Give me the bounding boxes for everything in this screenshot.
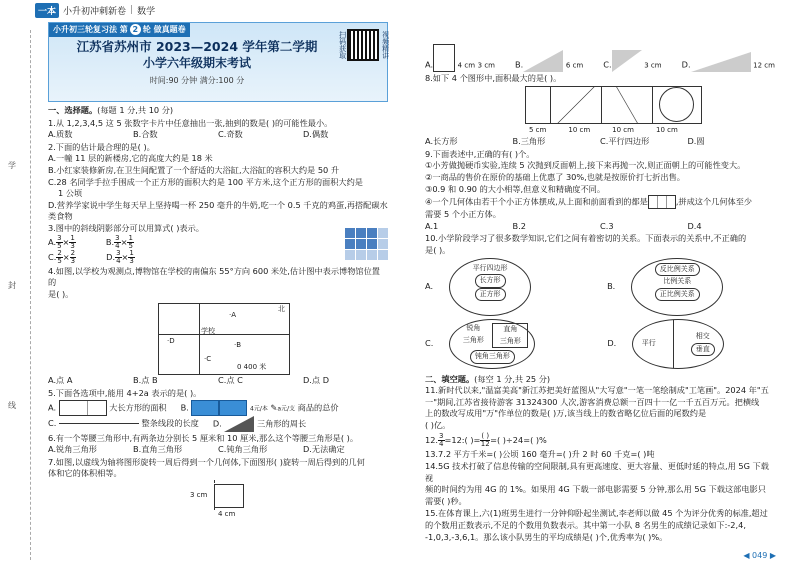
q8-rectangle	[525, 86, 551, 124]
frac-den: 5	[128, 241, 133, 250]
q8-dim-3: 10 cm	[612, 125, 634, 134]
q4-option-c[interactable]: C.点 C	[218, 375, 243, 386]
binding-line	[30, 30, 31, 560]
horizontal-axis	[159, 334, 289, 335]
q5-option-c[interactable]: C. 整条线段的长度	[48, 417, 199, 428]
q10-text: 10.小学阶段学习了很多数学知识,它们之间有着密切的关系。下面表示的关系中,不正确的	[425, 233, 747, 244]
q15-line3: -1,0,3,-3,6,1。那么该小队男生的平均成绩是( )个,优秀率为( )%。	[425, 531, 668, 542]
q3-a-frac1	[56, 235, 62, 250]
q2-option-c[interactable]: C.28 名同学手拉手围成一个正方形的面积大约是 100 平方米,这个正方形的面积大约是	[48, 176, 363, 187]
map-scale: 0 400 米	[237, 363, 267, 372]
frac-den: 3	[129, 256, 134, 265]
label-right: 直角	[503, 325, 518, 334]
point-b: ·B	[234, 341, 242, 350]
q7-c-height: 3 cm	[644, 61, 662, 70]
q1-text: 1.从 1,2,3,4,5 这 5 张数字卡片中任意抽出一张,抽到的数是( )的可能性最小。	[48, 117, 333, 128]
q3-options-row2	[48, 250, 204, 265]
frac-num: ( )	[481, 431, 490, 440]
q7-c-label: C.	[603, 59, 612, 70]
q2-text: 2.下面的估计最合理的是( )。	[48, 141, 155, 152]
q9-option-a[interactable]: A.1	[425, 220, 439, 231]
q7-rectangle	[214, 484, 244, 508]
q9-statement-4	[425, 195, 775, 209]
margin-label-3: 线	[8, 401, 16, 410]
frac-den: 4	[439, 439, 444, 448]
series-tag: 一本	[35, 3, 59, 18]
q5-option-b[interactable]: B. 4元/本 ✎a元/支 商品的总价	[181, 400, 339, 416]
q7-height: 3 cm	[190, 490, 208, 499]
q10-a-diagram	[449, 258, 531, 316]
q3-shaded-grid	[345, 228, 388, 260]
label-direct-proportion: 正比例关系	[655, 288, 700, 302]
label-perpendicular: 垂直	[691, 343, 715, 357]
q7-text-2: 体和它的体积相等。	[48, 468, 122, 479]
q12-number: 12.	[425, 434, 439, 445]
left-column	[48, 22, 388, 524]
q15-line1: 15.在体育课上,六(1)班男生进行一分钟仰卧起坐测试,李老师以做 45 个为评分优秀的标准,超过	[425, 508, 768, 519]
label-triangle-1: 三角形	[462, 335, 484, 344]
q10-option-d-label[interactable]: D.	[607, 337, 617, 348]
book-icon	[219, 400, 247, 416]
q8-dimensions	[529, 125, 775, 137]
ribbon-round-number: 2	[130, 24, 141, 35]
section1-label: 一、选择题。	[48, 105, 98, 115]
right-column	[425, 22, 775, 543]
subject-label: 数学	[137, 6, 156, 17]
qr-left-text: 扫码获取	[338, 31, 347, 59]
q3-block	[48, 223, 388, 265]
q2-option-a[interactable]: A.一幢 11 层的新楼房,它的高度大约是 18 米	[48, 153, 213, 164]
q8-circle-area	[653, 86, 702, 124]
q12-text	[425, 433, 775, 448]
q10-option-a-label[interactable]: A.	[425, 280, 434, 291]
q4-option-d[interactable]: D.点 D	[303, 375, 330, 386]
q7-a-width: 3 cm	[477, 61, 495, 70]
frac-den: 5	[57, 241, 62, 250]
label-proportion: 比例关系	[663, 277, 692, 286]
q10-row2	[425, 317, 775, 371]
q10-option-c-label[interactable]: C.	[425, 337, 434, 348]
qr-code[interactable]	[347, 29, 379, 61]
q5-row2	[48, 416, 388, 432]
section2-note: (每空 1 分,共 25 分)	[474, 373, 551, 384]
frac-num: 3	[115, 233, 120, 242]
separator: |	[130, 5, 134, 15]
q10-d-diagram	[632, 319, 724, 369]
q12-part1: =12:( )=	[444, 434, 481, 445]
q3-c-label: C.	[48, 251, 57, 262]
frac-num: 3	[57, 233, 62, 242]
frac-num: 3	[439, 431, 444, 440]
triangle-shape	[224, 416, 254, 432]
q1-option-d[interactable]: D.偶数	[303, 129, 329, 140]
q3-d-frac2	[128, 250, 134, 265]
point-c: ·C	[204, 355, 212, 364]
point-d: ·D	[167, 337, 175, 346]
q1-option-c[interactable]: C.奇数	[218, 129, 243, 140]
exam-subtitle: 小学六年级期末考试	[142, 56, 251, 70]
top-bar	[0, 0, 800, 20]
q3-b-frac2	[127, 235, 133, 250]
q7-a-label: A.	[425, 59, 434, 70]
q9-option-d[interactable]: D.4	[687, 220, 702, 231]
section1-title	[48, 105, 388, 117]
q8-options	[425, 136, 775, 148]
q3-text: 3.图中的斜线阴影部分可以用算式( )表示。	[48, 222, 204, 233]
q7-width: 4 cm	[218, 509, 236, 518]
q13-text: 13.7.2 平方千米=( )公顷 160 毫升=( )升 2 时 60 千克=( )吨	[425, 448, 655, 459]
q10-text-2: 是( )。	[425, 244, 451, 255]
q3-c-frac1	[56, 250, 62, 265]
vertical-axis	[199, 304, 200, 374]
frac-num: 2	[57, 248, 62, 257]
q1-options	[48, 129, 388, 141]
frac-den: 5	[57, 256, 62, 265]
rectangle-shape	[59, 400, 107, 416]
ribbon-text-pre: 小升初三轮复习法 第	[53, 25, 128, 34]
point-a: ·A	[229, 311, 237, 320]
q7-options	[425, 22, 775, 72]
q4-text-2: 是( )。	[48, 288, 74, 299]
q8-option-c[interactable]: C.平行四边形	[600, 136, 650, 147]
q11-line2: 一"期间,江苏省接待游客 31324300 人次,游客消费总额一百四十一亿一千五百万元。把横线	[425, 396, 760, 407]
cube-view-icon	[648, 195, 676, 209]
q9-statement-3: ③0.9 和 0.90 的大小相等,但意义和精确度不同。	[425, 183, 606, 194]
q3-option-d[interactable]: D. $\frac{3}{4}$ × $\frac{1}{3}$	[106, 248, 134, 265]
q10-option-b-label[interactable]: B.	[607, 280, 616, 291]
frac-den: 3	[70, 256, 76, 265]
q1-option-b[interactable]: B.合数	[133, 129, 158, 140]
q10-b-diagram	[631, 258, 723, 316]
q8-option-a[interactable]: A.长方形	[425, 136, 458, 147]
round-ribbon	[49, 23, 190, 37]
section1-note: (每题 1 分,共 10 分)	[97, 105, 174, 115]
frac-den: 4	[116, 256, 121, 265]
frac-den: 4	[115, 241, 120, 250]
q7-option-a[interactable]	[425, 44, 495, 72]
q9-statement-4-cont: 需要 5 个小正方体。	[425, 209, 501, 220]
q8-triangle-area	[551, 86, 602, 124]
q3-options-row1	[48, 235, 204, 250]
qr-right-text: 视频精讲	[381, 31, 390, 59]
q3-a-label: A.	[48, 236, 57, 247]
exam-header	[48, 22, 388, 102]
q3-c-frac2	[70, 250, 76, 265]
q7-b-label: B.	[515, 59, 524, 70]
label-acute: 锐角	[466, 324, 481, 333]
price-book: 4元/本	[250, 405, 268, 412]
q4-option-b[interactable]: B.点 B	[133, 375, 158, 386]
q3-option-b[interactable]: B. $\frac{3}{4}$ × $\frac{1}{5}$	[105, 233, 133, 250]
q9-text: 9.下面表述中,正确的有( )个。	[425, 148, 535, 159]
q9-s4-part2: ,拼成这个几何体至少	[675, 196, 753, 207]
q7-a-height: 4 cm	[457, 61, 476, 70]
q8-dim-1: 5 cm	[529, 125, 547, 134]
q4-text: 4.如图,以学校为观测点,博物馆在学校的南偏东 55°方向 600 米处,估计图中表示博物馆位置的	[48, 265, 380, 288]
q3-option-a[interactable]: A. $\frac{3}{5}$ × $\frac{1}{3}$	[48, 233, 75, 250]
q2-option-d[interactable]: D.营养学家说中学生每天早上坚持喝一杯 250 毫升的牛奶,吃一个 0.5 千克的鸡蛋,再搭配碳水类食物	[48, 199, 388, 222]
q7-d-label: D.	[681, 59, 691, 70]
frac-num: 3	[116, 248, 121, 257]
frac-num: 2	[70, 248, 76, 257]
q5-b-desc: 商品的总价	[297, 402, 339, 412]
frac-den: 3	[70, 241, 75, 250]
frac-num: 1	[129, 248, 134, 257]
q7-b-width: 6 cm	[565, 61, 584, 70]
label-parallel: 平行	[641, 338, 656, 347]
time-info: 时间:90 分钟 满分:100 分	[149, 76, 245, 85]
price-pen: a元/支	[277, 405, 296, 412]
q11-line4: ( )亿。	[425, 419, 451, 430]
segment-shape	[59, 423, 139, 424]
q9-option-b[interactable]: B.2	[512, 220, 526, 231]
q6-option-c[interactable]: C.钝角三角形	[218, 444, 268, 455]
q7-text: 7.如图,以虚线为轴将图形旋转一周后得到一个几何体,下面图形( )旋转一周后得到的几何	[48, 456, 365, 467]
q8-option-d[interactable]: D.圆	[687, 136, 705, 147]
label-obtuse-triangle: 钝角三角形	[470, 350, 515, 364]
label-inverse-proportion: 反比例关系	[655, 263, 700, 277]
book-icon	[191, 400, 219, 416]
page-number: ◀ 049 ▶	[743, 551, 776, 560]
q14-line3: 需要( )秒。	[425, 495, 467, 506]
frac-num: 1	[70, 233, 75, 242]
q8-dim-2: 10 cm	[568, 125, 591, 134]
q5-d-desc: 三角形的周长	[257, 418, 307, 428]
label-acute-triangle	[456, 323, 490, 348]
q7-b-triangle	[523, 50, 563, 72]
q5-a-desc: 大长方形的面积	[109, 402, 167, 412]
q5-text: 5.下面各选项中,能用 4+2a 表示的是( )。	[48, 387, 202, 398]
q12-frac2	[480, 433, 490, 448]
q12-part2: =( )÷24=( )%	[490, 434, 547, 445]
q1-option-a[interactable]: A.质数	[48, 129, 73, 140]
q5-c-desc: 整条线段的长度	[141, 417, 199, 428]
q3-a-frac2	[69, 235, 75, 250]
label-rectangle: 长方形	[475, 274, 506, 288]
page-number-value: 049	[752, 551, 768, 560]
q8-text: 8.如下 4 个图形中,面积最大的是( )。	[425, 73, 562, 83]
label-square: 正方形	[475, 288, 506, 302]
school-label: 学校	[201, 327, 215, 336]
q7-d-triangle	[691, 52, 751, 72]
q4-option-a[interactable]: A.点 A	[48, 375, 73, 386]
q9-option-c[interactable]: C.3	[600, 220, 614, 231]
q7-figure	[190, 484, 258, 524]
q11-line3: 上的数改写成用"万"作单位的数是( )万,该当线上的数省略亿位后面的尾数约是	[425, 408, 707, 419]
q9-statement-2: ②一商品的售价在原价的基础上优惠了 30%,也就是按原价打七折出售。	[425, 171, 685, 182]
q7-option-d[interactable]	[682, 52, 775, 72]
q10-row1	[425, 257, 775, 317]
q14-line2: 频的时间约为用 4G 的 1%。如果用 4G 下载一部电影需要 5 分钟,那么用 5G 下载这部电影只	[425, 484, 766, 495]
q5-row1	[48, 400, 388, 416]
q3-b-label: B.	[105, 236, 115, 247]
section2-title	[425, 374, 775, 386]
q9-statement-1: ①小芳做抛硬币实验,连续 5 次抛到反面朝上,接下来再抛一次,则正面朝上的可能性变大。	[425, 160, 746, 171]
q7-a-rect	[433, 44, 455, 72]
label-parallelogram: 平行四边形	[472, 263, 508, 272]
label-triangle-2: 三角形	[499, 336, 521, 345]
q7-option-c[interactable]	[603, 50, 661, 72]
q4-map	[158, 303, 290, 375]
margin-label-1: 学	[8, 161, 16, 170]
q9-options	[425, 221, 775, 233]
ribbon-text-post: 轮 做真题卷	[142, 25, 186, 34]
q8-figure	[525, 85, 775, 125]
q3-option-c[interactable]: C. $\frac{2}{5}$ × $\frac{2}{3}$	[48, 248, 76, 265]
q7-d-width: 12 cm	[753, 61, 775, 70]
frac-num: 1	[128, 233, 133, 242]
q3-d-frac1	[115, 250, 121, 265]
q8-option-b[interactable]: B.三角形	[512, 136, 546, 147]
q9-s4-part1: ④一个几何体由若干个小正方体摆成,从上面和前面看到的都是	[425, 196, 648, 207]
q15-line2: 的个数用正数表示,不足的个数用负数表示。其中第一小队 8 名男生的成绩记录如下:-2,4,	[425, 520, 746, 531]
q7-axis	[214, 480, 215, 510]
q14-line1: 14.5G 技术打破了信息传输的空间限制,具有更高速度、更大容量、更低时延的特点,用 5G 下载视	[425, 461, 769, 483]
q3-b-frac1	[114, 235, 120, 250]
section2-label: 二、填空题。	[425, 373, 475, 384]
margin-label-2: 封	[8, 281, 16, 290]
q10-c-diagram	[449, 319, 535, 369]
exam-title: 江苏省苏州市 2023—2024 学年第二学期	[76, 39, 318, 54]
q7-option-b[interactable]	[515, 50, 583, 72]
q6-options	[48, 444, 388, 456]
q11-line1: 11.新时代以来,"温富美高"新江苏把美好蓝图从"大写意"一笔一笔绘制成"工笔画"。2024 年"五	[425, 385, 769, 396]
frac-den: 12	[480, 439, 490, 448]
q8-dim-4: 10 cm	[655, 125, 678, 134]
q6-option-a[interactable]: A.锐角三角形	[48, 444, 97, 455]
series-title: 小升初冲刺新卷	[63, 6, 127, 17]
q6-option-d[interactable]: D.无法确定	[303, 444, 345, 455]
q3-d-label: D.	[106, 251, 116, 262]
q2-option-c-cont: 1 公顷	[58, 188, 83, 199]
label-intersect: 相交	[695, 331, 710, 340]
q4-options	[48, 375, 388, 387]
q2-option-b[interactable]: B.小红家装修新房,在卫生间配置了一个舒适的大浴缸,大浴缸的容积大约是 50 升	[48, 164, 340, 175]
q8-parallelogram-area	[602, 86, 653, 124]
divider	[673, 320, 674, 368]
q7-c-triangle	[612, 50, 642, 72]
q6-option-b[interactable]: B.直角三角形	[133, 444, 183, 455]
q6-text: 6.有一个等腰三角形中,有两条边分别长 5 厘米和 10 厘米,那么这个等腰三角形是( )。	[48, 432, 359, 443]
north-label: 北	[278, 305, 285, 314]
q5-option-a[interactable]: A. 大长方形的面积	[48, 400, 167, 416]
q5-option-d[interactable]: D. 三角形的周长	[213, 416, 306, 432]
label-right-triangle	[492, 323, 528, 348]
q8-circle	[659, 87, 694, 122]
